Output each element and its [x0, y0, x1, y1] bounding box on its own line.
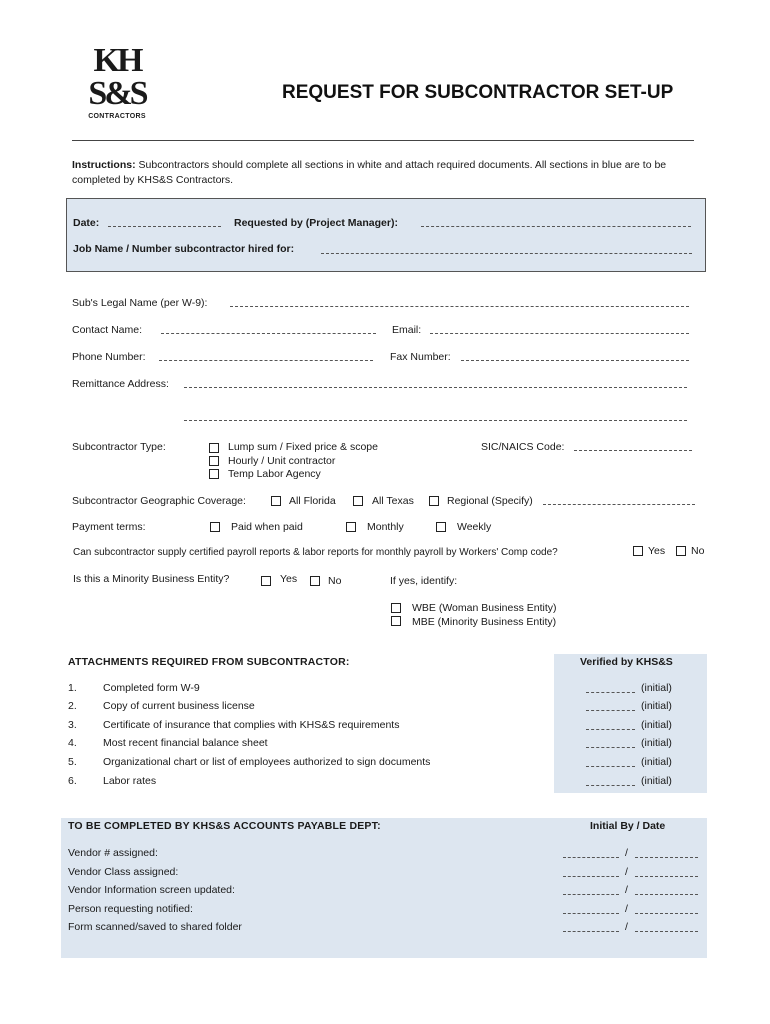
weekly-checkbox[interactable]: [436, 522, 446, 532]
all-texas-label: All Texas: [372, 495, 414, 507]
initial-label: (initial): [641, 775, 672, 787]
vendor-info-initial-field[interactable]: [563, 893, 619, 895]
slash: /: [625, 847, 628, 859]
accounts-header: TO BE COMPLETED BY KHS&S ACCOUNTS PAYABLE DEPT:: [68, 820, 381, 832]
attachment-initial-field[interactable]: [586, 728, 635, 730]
company-logo: [82, 44, 152, 122]
vendor-number-initial-field[interactable]: [563, 856, 619, 858]
lump-sum-checkbox[interactable]: [209, 443, 219, 453]
phone-field[interactable]: [159, 359, 373, 361]
minority-question: Is this a Minority Business Entity?: [73, 573, 230, 585]
vendor-class-label: Vendor Class assigned:: [68, 866, 179, 878]
regional-field[interactable]: [543, 503, 695, 505]
identify-label: If yes, identify:: [390, 575, 458, 587]
vendor-class-initial-field[interactable]: [563, 875, 619, 877]
attachment-text: Labor rates: [103, 775, 157, 787]
initial-label: (initial): [641, 737, 672, 749]
fax-field[interactable]: [461, 359, 689, 361]
legal-name-field[interactable]: [230, 305, 689, 307]
sub-type-label: Subcontractor Type:: [72, 441, 166, 453]
attachment-initial-field[interactable]: [586, 709, 635, 711]
instructions-label: Instructions:: [72, 159, 136, 171]
contact-name-field[interactable]: [161, 332, 376, 334]
job-name-field[interactable]: [321, 252, 692, 254]
monthly-checkbox[interactable]: [346, 522, 356, 532]
logo-line-3: CONTRACTORS: [88, 113, 146, 120]
instructions-text: Subcontractors should complete all sections in white and attach required documents. All sections in blue are to be completed by KHS&S Contractors.: [72, 159, 667, 186]
vendor-info-label: Vendor Information screen updated:: [68, 884, 235, 896]
payroll-no-checkbox[interactable]: [676, 546, 686, 556]
vendor-info-date-field[interactable]: [635, 893, 698, 895]
date-label: Date:: [73, 217, 100, 229]
minority-no-checkbox[interactable]: [310, 576, 320, 586]
initial-label: (initial): [641, 700, 672, 712]
all-florida-checkbox[interactable]: [271, 496, 281, 506]
payroll-yes-label: Yes: [648, 545, 666, 557]
paid-when-paid-label: Paid when paid: [231, 521, 303, 533]
attachment-num: 6.: [68, 775, 77, 787]
coverage-label: Subcontractor Geographic Coverage:: [72, 495, 246, 507]
initial-label: (initial): [641, 756, 672, 768]
slash: /: [625, 903, 628, 915]
email-label: Email:: [392, 324, 422, 336]
requested-by-field[interactable]: [421, 225, 691, 227]
legal-name-label: Sub's Legal Name (per W-9):: [72, 297, 208, 309]
attachment-text: Most recent financial balance sheet: [103, 737, 268, 749]
vendor-number-date-field[interactable]: [635, 856, 698, 858]
job-name-label: Job Name / Number subcontractor hired for:: [73, 243, 295, 255]
verified-column: [554, 654, 707, 793]
mbe-checkbox[interactable]: [391, 616, 401, 626]
logo-line-2: S&S: [88, 75, 146, 112]
slash: /: [625, 866, 628, 878]
attachment-initial-field[interactable]: [586, 746, 635, 748]
payroll-no-label: No: [691, 545, 705, 557]
payroll-yes-checkbox[interactable]: [633, 546, 643, 556]
project-manager-section: [66, 198, 706, 272]
minority-no-label: No: [328, 575, 342, 587]
attachment-text: Organizational chart or list of employees authorized to sign documents: [103, 756, 431, 768]
all-florida-label: All Florida: [289, 495, 336, 507]
date-field[interactable]: [108, 225, 221, 227]
wbe-label: WBE (Woman Business Entity): [412, 602, 557, 614]
form-scanned-label: Form scanned/saved to shared folder: [68, 921, 242, 933]
temp-labor-checkbox[interactable]: [209, 469, 219, 479]
initial-label: (initial): [641, 719, 672, 731]
wbe-checkbox[interactable]: [391, 603, 401, 613]
monthly-label: Monthly: [367, 521, 404, 533]
form-scanned-date-field[interactable]: [635, 930, 698, 932]
remittance-label: Remittance Address:: [72, 378, 169, 390]
initial-label: (initial): [641, 682, 672, 694]
attachment-text: Copy of current business license: [103, 700, 255, 712]
lump-sum-label: Lump sum / Fixed price & scope: [228, 441, 378, 453]
fax-label: Fax Number:: [390, 351, 451, 363]
instructions: [72, 158, 697, 188]
regional-checkbox[interactable]: [429, 496, 439, 506]
attachment-initial-field[interactable]: [586, 784, 635, 786]
person-notified-initial-field[interactable]: [563, 912, 619, 914]
all-texas-checkbox[interactable]: [353, 496, 363, 506]
email-field[interactable]: [430, 332, 689, 334]
temp-labor-label: Temp Labor Agency: [228, 468, 321, 480]
person-notified-label: Person requesting notified:: [68, 903, 193, 915]
minority-yes-checkbox[interactable]: [261, 576, 271, 586]
sic-naics-label: SIC/NAICS Code:: [481, 441, 565, 453]
attachments-header: ATTACHMENTS REQUIRED FROM SUBCONTRACTOR:: [68, 656, 350, 668]
attachment-initial-field[interactable]: [586, 691, 635, 693]
slash: /: [625, 884, 628, 896]
title-divider: [72, 140, 694, 141]
remittance-field-line-2[interactable]: [184, 419, 687, 421]
payroll-question: Can subcontractor supply certified payroll reports & labor reports for monthly payroll by Workers' Comp code?: [73, 547, 558, 558]
attachment-text: Certificate of insurance that complies with KHS&S requirements: [103, 719, 400, 731]
hourly-label: Hourly / Unit contractor: [228, 455, 336, 467]
sic-naics-field[interactable]: [574, 449, 692, 451]
minority-yes-label: Yes: [280, 573, 298, 585]
form-title: REQUEST FOR SUBCONTRACTOR SET-UP: [282, 82, 674, 103]
hourly-checkbox[interactable]: [209, 456, 219, 466]
requested-by-label: Requested by (Project Manager):: [234, 217, 398, 229]
attachment-num: 4.: [68, 737, 77, 749]
remittance-field-line-1[interactable]: [184, 386, 687, 388]
attachment-num: 5.: [68, 756, 77, 768]
verified-header: Verified by KHS&S: [580, 656, 673, 668]
vendor-class-date-field[interactable]: [635, 875, 698, 877]
phone-label: Phone Number:: [72, 351, 146, 363]
vendor-number-label: Vendor # assigned:: [68, 847, 158, 859]
attachment-text: Completed form W-9: [103, 682, 200, 694]
form-scanned-initial-field[interactable]: [563, 930, 619, 932]
initial-date-header: Initial By / Date: [590, 820, 666, 832]
attachment-num: 1.: [68, 682, 77, 694]
paid-when-paid-checkbox[interactable]: [210, 522, 220, 532]
attachment-initial-field[interactable]: [586, 765, 635, 767]
logo-line-1: KH: [93, 42, 141, 79]
contact-name-label: Contact Name:: [72, 324, 143, 336]
weekly-label: Weekly: [457, 521, 492, 533]
attachment-num: 2.: [68, 700, 77, 712]
slash: /: [625, 921, 628, 933]
attachment-num: 3.: [68, 719, 77, 731]
mbe-label: MBE (Minority Business Entity): [412, 616, 557, 628]
payment-terms-label: Payment terms:: [72, 521, 146, 533]
person-notified-date-field[interactable]: [635, 912, 698, 914]
regional-label: Regional (Specify): [447, 495, 533, 507]
